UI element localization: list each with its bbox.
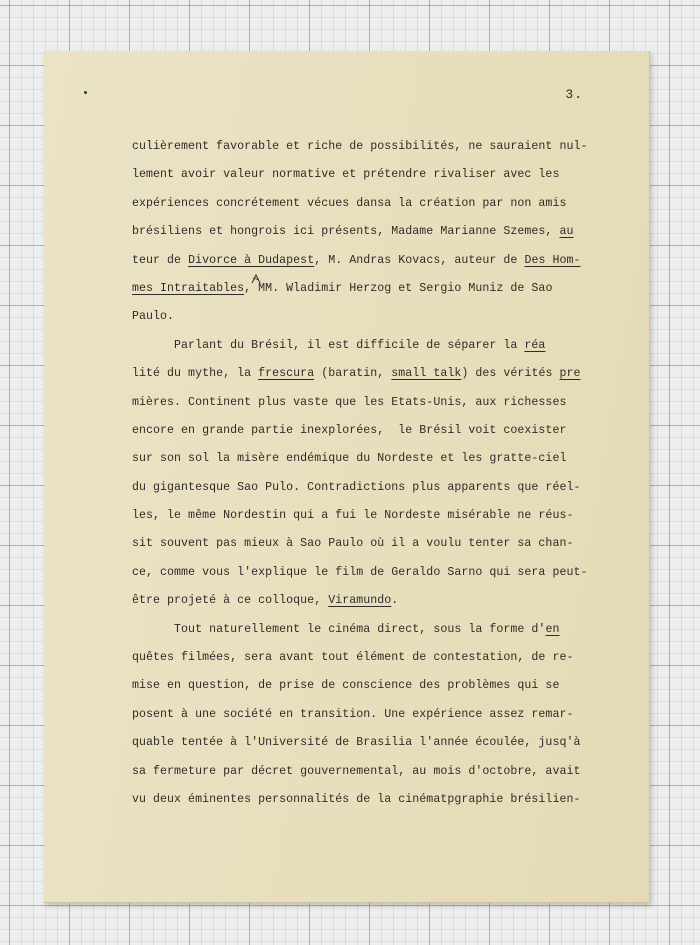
text-segment: ) des vérités [461,367,560,381]
typewritten-page [44,51,650,903]
underlined-text: Des Hom- [524,253,581,267]
text-segment: . [391,594,399,608]
text-line [132,758,632,786]
text-line [132,332,632,360]
text-line [132,616,632,644]
text-line [132,389,632,417]
underlined-text: Viramundo [328,594,392,608]
text-segment: sit souvent pas mieux à Sao Paulo où il a voulu tenter sa chan- [132,537,574,551]
page-number: 3. [565,87,583,102]
text-segment: brésiliens et hongrois ici présents, Madame Marianne Szemes, [132,225,560,239]
text-segment: vu deux éminentes personnalités de la cinématpgraphie brésilien- [132,792,581,806]
body-text [132,133,632,814]
text-line [132,530,632,558]
text-segment: posent à une société en transition. Une expérience assez remar- [132,707,574,721]
text-line [132,190,632,218]
underlined-text: Divorce à Dudapest [188,253,315,267]
text-line [132,502,632,530]
text-segment: quêtes filmées, sera avant tout élément de contestation, de re- [132,651,574,665]
text-segment: mières. Continent plus vaste que les Etats-Unis, aux richesses [132,395,567,409]
underlined-text: small talk [391,367,462,381]
text-segment: mise en question, de prise de conscience des problèmes qui se [132,679,560,693]
text-segment: quable tentée à l'Université de Brasilia l'année écoulée, jusq'à [132,736,581,750]
underlined-text: au [559,225,574,239]
text-line [132,247,632,275]
text-segment: lité du mythe, la [132,367,259,381]
underlined-text: pre [559,367,581,381]
text-segment: les, le même Nordestin qui a fui le Nordeste misérable ne réus- [132,509,574,523]
text-segment: ce, comme vous l'explique le film de Geraldo Sarno qui sera peut- [132,565,588,579]
text-segment: (baratin, [314,367,392,381]
text-line [132,218,632,246]
text-line [132,729,632,757]
text-segment: Tout naturellement le cinéma direct, sous la forme d' [132,622,546,636]
text-segment: culièrement favorable et riche de possibilités, ne sauraient nul- [132,140,588,153]
text-line [132,133,632,161]
underlined-text: frescura [258,367,315,381]
text-segment: Parlant du Brésil, il est difficile de séparer la [132,338,525,352]
text-segment: du gigantesque Sao Pulo. Contradictions plus apparents que réel- [132,480,581,494]
text-line [132,672,632,700]
text-line [132,161,632,189]
text-segment: sur son sol la misère endémique du Nordeste et les gratte-ciel [132,452,567,466]
text-line [132,417,632,445]
text-segment: sa fermeture par décret gouvernemental, au mois d'octobre, avait [132,764,581,778]
handwritten-caret-mark [251,274,261,284]
text-segment: expériences concrétement vécues dansa la création par non amis [132,196,567,210]
ink-dot [84,91,87,94]
text-line [132,360,632,388]
underlined-text: réa [524,338,546,352]
text-segment: teur de [132,253,189,267]
text-line [132,303,632,331]
text-line [132,275,632,303]
text-segment: , M. Andras Kovacs, auteur de [314,253,525,267]
text-line [132,474,632,502]
underlined-text: mes Intraitables [132,281,245,295]
text-segment: , MM. Wladimir Herzog et Sergio Muniz de Sao [244,281,553,295]
text-segment: Paulo. [132,310,175,324]
text-line [132,701,632,729]
text-segment: encore en grande partie inexplorées, le Brésil voit coexister [132,423,567,437]
text-line [132,587,632,615]
text-line [132,786,632,814]
underlined-text: en [545,622,560,636]
text-line [132,559,632,587]
text-line [132,644,632,672]
text-segment: être projeté à ce colloque, [132,594,329,608]
text-line [132,445,632,473]
text-segment: lement avoir valeur normative et prétendre rivaliser avec les [132,168,560,182]
